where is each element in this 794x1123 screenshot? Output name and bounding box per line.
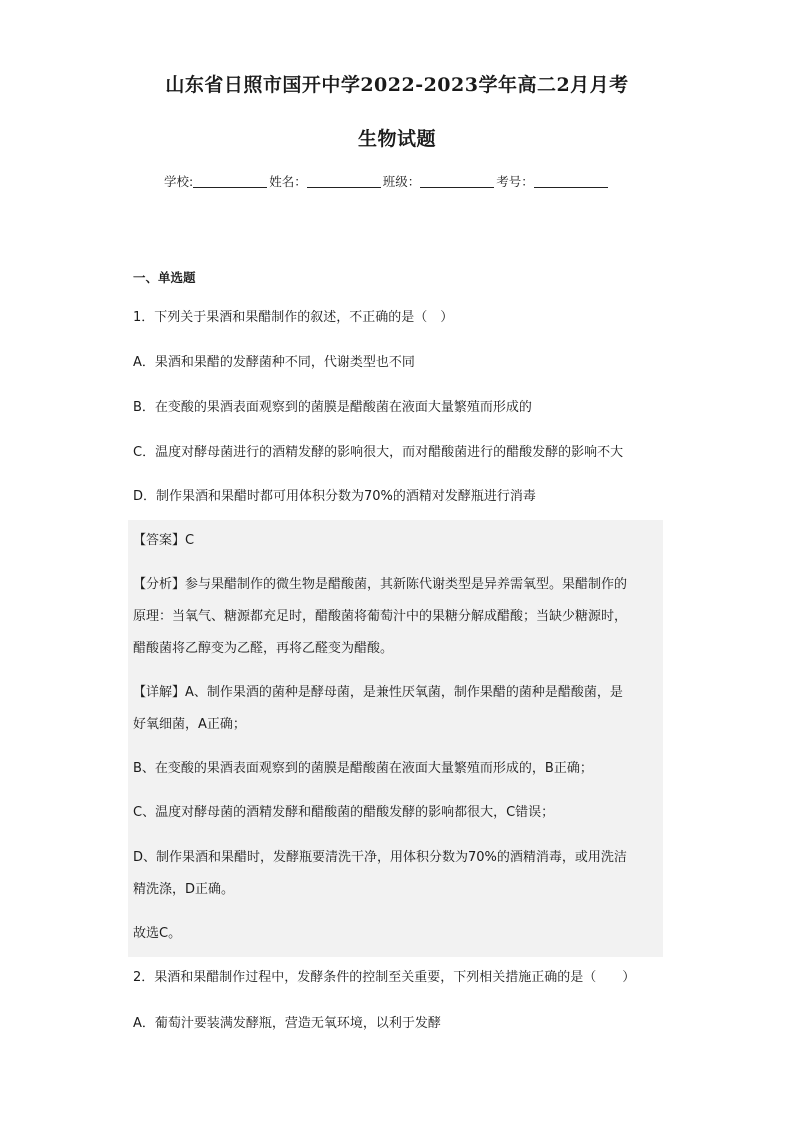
- detail-line: D、制作果酒和果醋时，发酵瓶要清洗干净，用体积分数为70%的酒精消毒，或用洗洁: [133, 850, 627, 865]
- id-field[interactable]: [534, 173, 608, 188]
- exam-title: 山东省日照市国开中学2022-2023学年高二2月月考: [165, 74, 629, 96]
- detail-line: 精洗涤，D正确。: [133, 882, 235, 897]
- class-label: 班级：: [382, 174, 421, 189]
- analysis-line: 原理：当氧气、糖源都充足时，醋酸菌将葡萄汁中的果糖分解成醋酸；当缺少糖源时，: [133, 609, 628, 624]
- question-2-option-a: A．葡萄汁要装满发酵瓶，营造无氧环境，以利于发酵: [133, 1016, 441, 1031]
- analysis-line: 醋酸菌将乙醇变为乙醛，再将乙醛变为醋酸。: [133, 641, 394, 656]
- exam-subject: 生物试题: [357, 128, 436, 150]
- question-1-option-c: C．温度对酵母菌进行的酒精发酵的影响很大，而对醋酸菌进行的醋酸发酵的影响不大: [133, 445, 624, 460]
- detail-line: 好氧细菌，A正确；: [133, 717, 246, 732]
- question-2-stem: 2．果酒和果醋制作过程中，发酵条件的控制至关重要，下列相关措施正确的是（ ）: [133, 970, 636, 985]
- id-label: 考号：: [496, 174, 534, 189]
- detail-line: 【详解】A、制作果酒的菌种是酵母菌，是兼性厌氧菌，制作果醋的菌种是醋酸菌，是: [133, 685, 623, 700]
- detail-line: C、温度对酵母菌的酒精发酵和醋酸菌的醋酸发酵的影响都很大，C错误；: [133, 805, 555, 820]
- question-1-option-b: B．在变酸的果酒表面观察到的菌膜是醋酸菌在液面大量繁殖而形成的: [133, 400, 532, 415]
- school-label: 学校:: [164, 174, 194, 189]
- answer-label: 【答案】C: [133, 533, 195, 548]
- detail-line: B、在变酸的果酒表面观察到的菌膜是醋酸菌在液面大量繁殖而形成的，B正确；: [133, 761, 593, 776]
- question-1-stem: 1．下列关于果酒和果醋制作的叙述，不正确的是（ ）: [133, 310, 454, 325]
- question-1-option-a: A．果酒和果醋的发酵菌种不同，代谢类型也不同: [133, 355, 415, 370]
- conclusion-line: 故选C。: [133, 926, 182, 941]
- question-1-option-d: D．制作果酒和果醋时都可用体积分数为70%的酒精对发酵瓶进行消毒: [133, 489, 536, 504]
- student-info-row: [164, 172, 610, 190]
- class-field[interactable]: [420, 173, 494, 188]
- section-heading: 一、单选题: [133, 270, 196, 285]
- analysis-line: 【分析】参与果醋制作的微生物是醋酸菌，其新陈代谢类型是异养需氧型。果醋制作的: [133, 577, 628, 592]
- school-field[interactable]: [193, 173, 267, 188]
- name-label: 姓名：: [269, 174, 307, 189]
- name-field[interactable]: [307, 173, 381, 188]
